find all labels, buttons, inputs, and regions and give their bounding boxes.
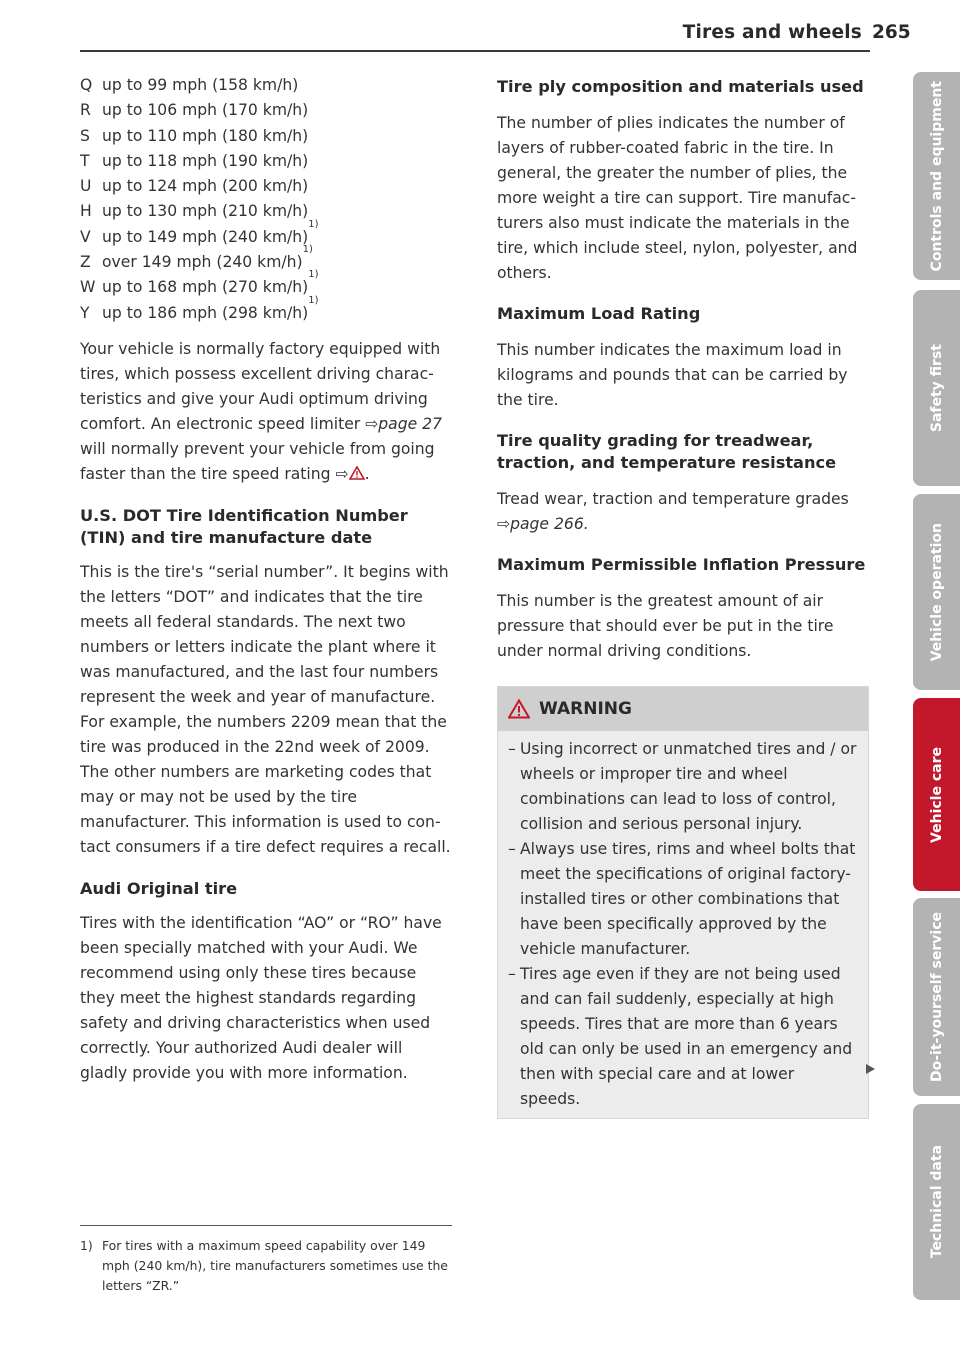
list-item: U up to 124 mph (200 km/h) [80,177,309,196]
right-column [497,72,869,1119]
list-item: T up to 118 mph (190 km/h) [80,151,309,170]
section-heading-load: Maximum Load Rating [497,304,701,323]
section-heading-pressure: Maximum Permissible Inflation Pressure [497,555,866,574]
arrow-right-icon: ⇨ [497,515,511,533]
footnote-text: For tires with a maximum speed capability over 149 mph (240 km/h), tire manufacturers sometimes use the letters “ZR.” [102,1238,448,1293]
page-link[interactable]: page 27 [378,414,443,433]
page-link[interactable]: page 266. [510,515,589,533]
audi-paragraph: Tires with the identification “AO” or “RO” have been specially matched with your Audi. We recommend using only these tires because they meet the highest standards regarding safety and driving characteristics when used correctly. Your authorized Audi dealer will gladly provide you with more information. [80,913,442,1082]
footnote-number: 1) [80,1238,93,1253]
warning-triangle-icon[interactable] [349,466,365,480]
section-heading-quality: Tire quality grading for treadwear, traction, and temperature resistance [497,431,837,472]
side-tab-safety[interactable]: Safety first [913,290,960,486]
load-paragraph: This number indicates the maximum load in kilograms and pounds that can be carried by the tire. [497,341,848,409]
side-tab-technical-data[interactable]: Technical data [913,1104,960,1300]
section-heading-audi-original: Audi Original tire [80,878,238,898]
side-tab-diy-service[interactable]: Do-it-yourself service [913,898,960,1096]
side-tab-vehicle-care[interactable]: Vehicle care [913,698,960,891]
list-item: Y up to 186 mph (298 km/h) 1) [80,301,452,326]
list-item: S up to 110 mph (180 km/h) [80,126,309,145]
footnote-ref[interactable]: 1) [308,269,319,281]
warning-header [498,687,868,731]
left-column [80,72,452,1086]
dot-paragraph: This is the tire's “serial number”. It begins with the letters “DOT” and indicates that the tire meets all federal standards. The next two numbers or letters indicate the plant where it was manufactured, and the last four numbers represent the week and year of manufacture. For example, the numbers 2209 mean that the tire was produced in the 22nd week of 2009. The other numbers are marketing codes that may or may not be used by the tire manufacturer. This information is used to contact consumers if a tire defect requires a recall. [80,562,451,856]
ply-paragraph: The number of plies indicates the number of layers of rubber-coated fabric in the tire. In general, the greater the number of plies, the more weight a tire can support. Tire manufacturers also must indicate the materials in the tire, which include steel, nylon, polyester, and others. [497,114,858,282]
header-divider [80,50,870,52]
list-item: H up to 130 mph (210 km/h) [80,202,309,221]
list-item: – Tires age even if they are not being used and can fail suddenly, especially at high speeds. Tires that are more than 6 years old can only be used in an emergency and then with special care and at lower speeds. [508,965,853,1108]
footnote-ref[interactable]: 1) [302,244,313,256]
list-item: – Using incorrect or unmatched tires and / or wheels or improper tire and wheel combinations can lead to loss of control, collision and serious personal injury. [508,740,857,833]
list-item: R up to 106 mph (170 km/h) [80,101,309,120]
side-tab-controls[interactable]: Controls and equipment [913,72,960,280]
arrow-right-icon: ⇨ [365,414,379,433]
footnote-ref[interactable]: 1) [308,294,319,306]
quality-paragraph: Tread wear, traction and temperature grades ⇨page 266. [497,490,849,533]
footnote [80,1236,452,1296]
warning-triangle-icon [508,699,530,719]
pressure-paragraph: This number is the greatest amount of air pressure that should ever be put in the tire under normal driving conditions. [497,592,834,660]
warning-body [498,731,868,1118]
list-item: V up to 149 mph (240 km/h) 1) [80,225,452,250]
section-heading-dot-tin: U.S. DOT Tire Identification Number (TIN) and tire manufacture date [80,505,408,547]
continue-arrow-icon [866,1064,875,1074]
list-item: Q up to 99 mph (158 km/h) [80,76,299,94]
footnote-ref[interactable]: 1) [308,218,319,230]
arrow-right-icon: ⇨ [335,464,349,483]
side-tab-vehicle-operation[interactable]: Vehicle operation [913,494,960,690]
list-item: W up to 168 mph (270 km/h) 1) [80,275,452,300]
section-heading-ply: Tire ply composition and materials used [497,77,864,96]
warning-title: WARNING [539,699,632,719]
list-item: Z over 149 mph (240 km/h) 1) [80,250,452,275]
speed-rating-list [80,73,452,326]
page-number: 265 [872,22,911,43]
list-item: – Always use tires, rims and wheel bolts that meet the specifications of original factory-installed tires or other combinations that have been specifically approved by the vehicle manufacturer. [508,840,856,958]
intro-paragraph: Your vehicle is normally factory equipped with tires, which possess excellent driving characteristics and give your Audi optimum driving comfort. An electronic speed limiter ⇨page 27 will normally prevent your vehicle from going faster than the tire speed rating ⇨ . [80,339,443,483]
footnote-divider [80,1225,452,1226]
section-title: Tires and wheels [682,22,862,43]
warning-box [497,686,869,1119]
